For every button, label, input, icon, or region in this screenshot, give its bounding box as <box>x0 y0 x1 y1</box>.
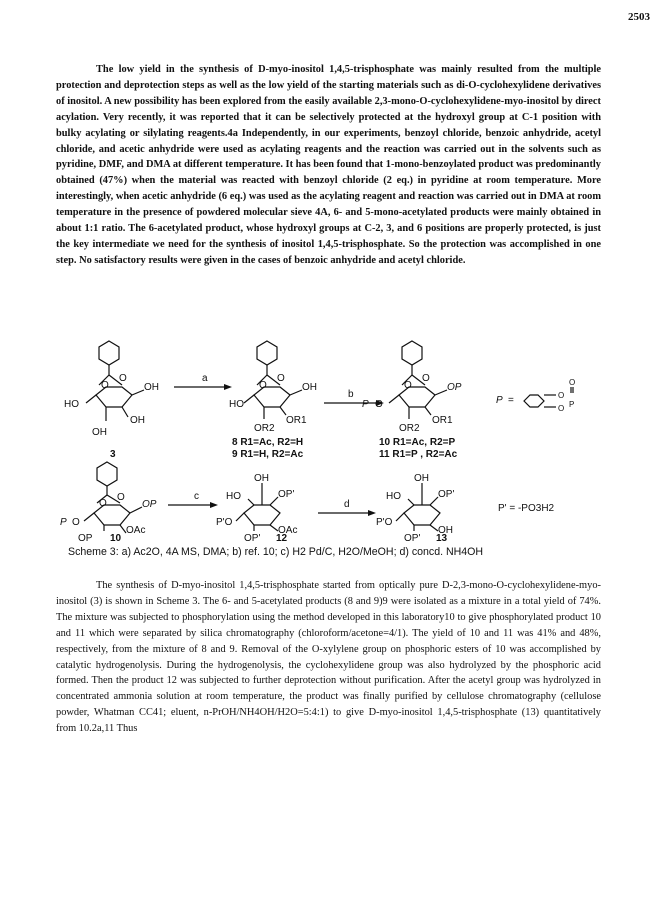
svg-text:O: O <box>277 373 285 384</box>
compound-8-9 <box>229 341 317 460</box>
p-symbol: P <box>496 395 503 406</box>
intro-paragraph: The low yield in the synthesis of D-myo-inositol 1,4,5-trisphosphate was mainly resulted from the multiple protection and deprotection steps as well as the low yield of the starting materials such as di-O-cyclohexylidene derivatives of inositol. A new possibility has been explored from the easily available 2,3-mono-O-cyclohexylidene-myo-inositol by direct acylation. Very recently, it was reported that it can be selectively protected at the hydroxyl group at C-1 position with bulky acylating or silylating reagents.4a Independently, in our experiments, benzoyl chloride, benzoic anhydride, acetyl chloride, and acetic anhydride were used as acylating reagents and the reaction was carried out in the solvents such as pyridine, DMF, and DMA at different temperature. It has been found that 1-mono-benzoylated product was predominantly obtained (47%) when the material was reacted with benzoyl chloride (2 eq.) in pyridine at room temperature. More interestingly, when acetic anhydride (6 eq.) was used as the acylating reagent and reaction was carried out in DMA at room temperature in the presence of powdered molecular sieve 4A, 6- and 5-mono-acetylated products were mainly obtained in about 1:1 ratio. The 6-acetylated product, whose hydroxyl groups at C-2, 3, and 6 positions are properly protected, is just the key intermediate we need for the synthesis of inositol 1,4,5-trisphosphate. So the protection was accomplished in one step. No satisfactory results were given in the cases of benzoic anhydride and acetyl chloride. <box>56 64 601 266</box>
o-label: O <box>375 399 383 410</box>
or1-label: OR1 <box>286 415 307 426</box>
p-prime-definition: P' = -PO3H2 <box>498 503 555 514</box>
equals-sign: = <box>508 395 514 406</box>
oh-label: OH <box>302 382 317 393</box>
po-prime-label: P'O <box>376 517 393 528</box>
p-label: P <box>362 399 369 410</box>
compound-3 <box>64 341 159 460</box>
ring-o-label: O <box>101 380 109 391</box>
ho-label: HO <box>386 491 401 502</box>
compound-number: 13 <box>436 533 448 544</box>
op-label: OP <box>447 382 462 393</box>
arrow-d-label: d <box>344 499 350 510</box>
or1-label: OR1 <box>432 415 453 426</box>
op-prime-label: OP' <box>438 489 455 500</box>
scheme-3-figure <box>60 335 624 544</box>
or2-label: OR2 <box>254 423 275 434</box>
synthesis-paragraph: The synthesis of D-myo-inositol 1,4,5-trisphosphate started from optically pure D-2,3-mono-O-cyclohexylidene-myo-inositol (3) is shown in Scheme 3. The 6- and 5-acetylated products (8 and 9)9 were isolated as a mixture in a total yield of 74%. The mixture was subjected to phosphorylation using the method developed in this laboratory10 to give phosphorylated product 10 and 11 which were separated by silica chromatography (chloroform/acetone=4/1). The yield of 10 and 11 was 41% and 48%, respectively, from the mixture of 8 and 9. Removal of the O-xylylene group on phosphoric esters of 10 was accomplished by catalytic hydrogenolysis. During the hydrogenolysis, the cyclohexylidene group was also hydrolyzed by the phosphoric acid formed. Then the product 12 was subjected to further deprotection without purification. After the acetyl group was hydrolyzed in concentrated ammonia solution at room temperature, the product was finally purified by cellulose chromatography (cellulose powder, Whatman CC41; eluent, n-PrOH/NH4OH/H2O=5:4:1) to give D-myo-inositol 1,4,5-trisphosphate (13) quantitatively from 10.2a,11 Thus <box>56 580 601 735</box>
compound-10-11 <box>362 341 462 460</box>
ring-o-label: O <box>119 373 127 384</box>
o-label: O <box>72 517 80 528</box>
svg-text:O: O <box>422 373 430 384</box>
p-label: P <box>569 400 575 409</box>
oh-label: OH <box>130 415 145 426</box>
ho-label: HO <box>229 399 244 410</box>
compound-number: 12 <box>276 533 288 544</box>
ho-label: HO <box>64 399 79 410</box>
arrow-b-label: b <box>348 389 354 400</box>
oac-label: OAc <box>278 525 298 536</box>
arrow-a-label: a <box>202 373 208 384</box>
svg-text:O: O <box>259 380 267 391</box>
op-prime-label: OP' <box>404 533 421 544</box>
op-label: OP <box>78 533 93 544</box>
oh-label: OH <box>254 473 269 484</box>
po-prime-label: P'O <box>216 517 233 528</box>
o-label: O <box>558 391 565 400</box>
compound-10-row2 <box>60 462 157 544</box>
oac-label: OAc <box>126 525 146 536</box>
compound-9-label: 9 R1=H, R2=Ac <box>232 449 304 460</box>
compound-number: 3 <box>110 449 116 460</box>
oh-label: OH <box>92 427 107 438</box>
compound-13 <box>376 473 454 544</box>
o-label: O <box>569 378 576 387</box>
svg-text:O: O <box>404 380 412 391</box>
or2-label: OR2 <box>399 423 420 434</box>
compound-8-label: 8 R1=Ac, R2=H <box>232 437 304 448</box>
p-definition <box>496 378 575 413</box>
op-label: OP <box>142 499 157 510</box>
arrow-c-label: c <box>194 491 199 502</box>
compound-number: 10 <box>110 533 122 544</box>
oh-label: OH <box>144 382 159 393</box>
compound-12 <box>216 473 297 544</box>
svg-text:O: O <box>117 492 125 503</box>
page-number: 2503 <box>628 11 650 23</box>
p-label: P <box>60 517 67 528</box>
compound-11-label: 11 R1=P , R2=Ac <box>379 449 458 460</box>
ho-label: HO <box>226 491 241 502</box>
oh-label: OH <box>414 473 429 484</box>
o-label: O <box>558 404 565 413</box>
compound-10-label: 10 R1=Ac, R2=P <box>379 437 456 448</box>
svg-text:O: O <box>99 498 107 509</box>
op-prime-label: OP' <box>278 489 295 500</box>
op-prime-label: OP' <box>244 533 261 544</box>
scheme-caption: Scheme 3: a) Ac2O, 4A MS, DMA; b) ref. 10; c) H2 Pd/C, H2O/MeOH; d) concd. NH4OH <box>68 546 484 558</box>
oh-label: OH <box>438 525 453 536</box>
